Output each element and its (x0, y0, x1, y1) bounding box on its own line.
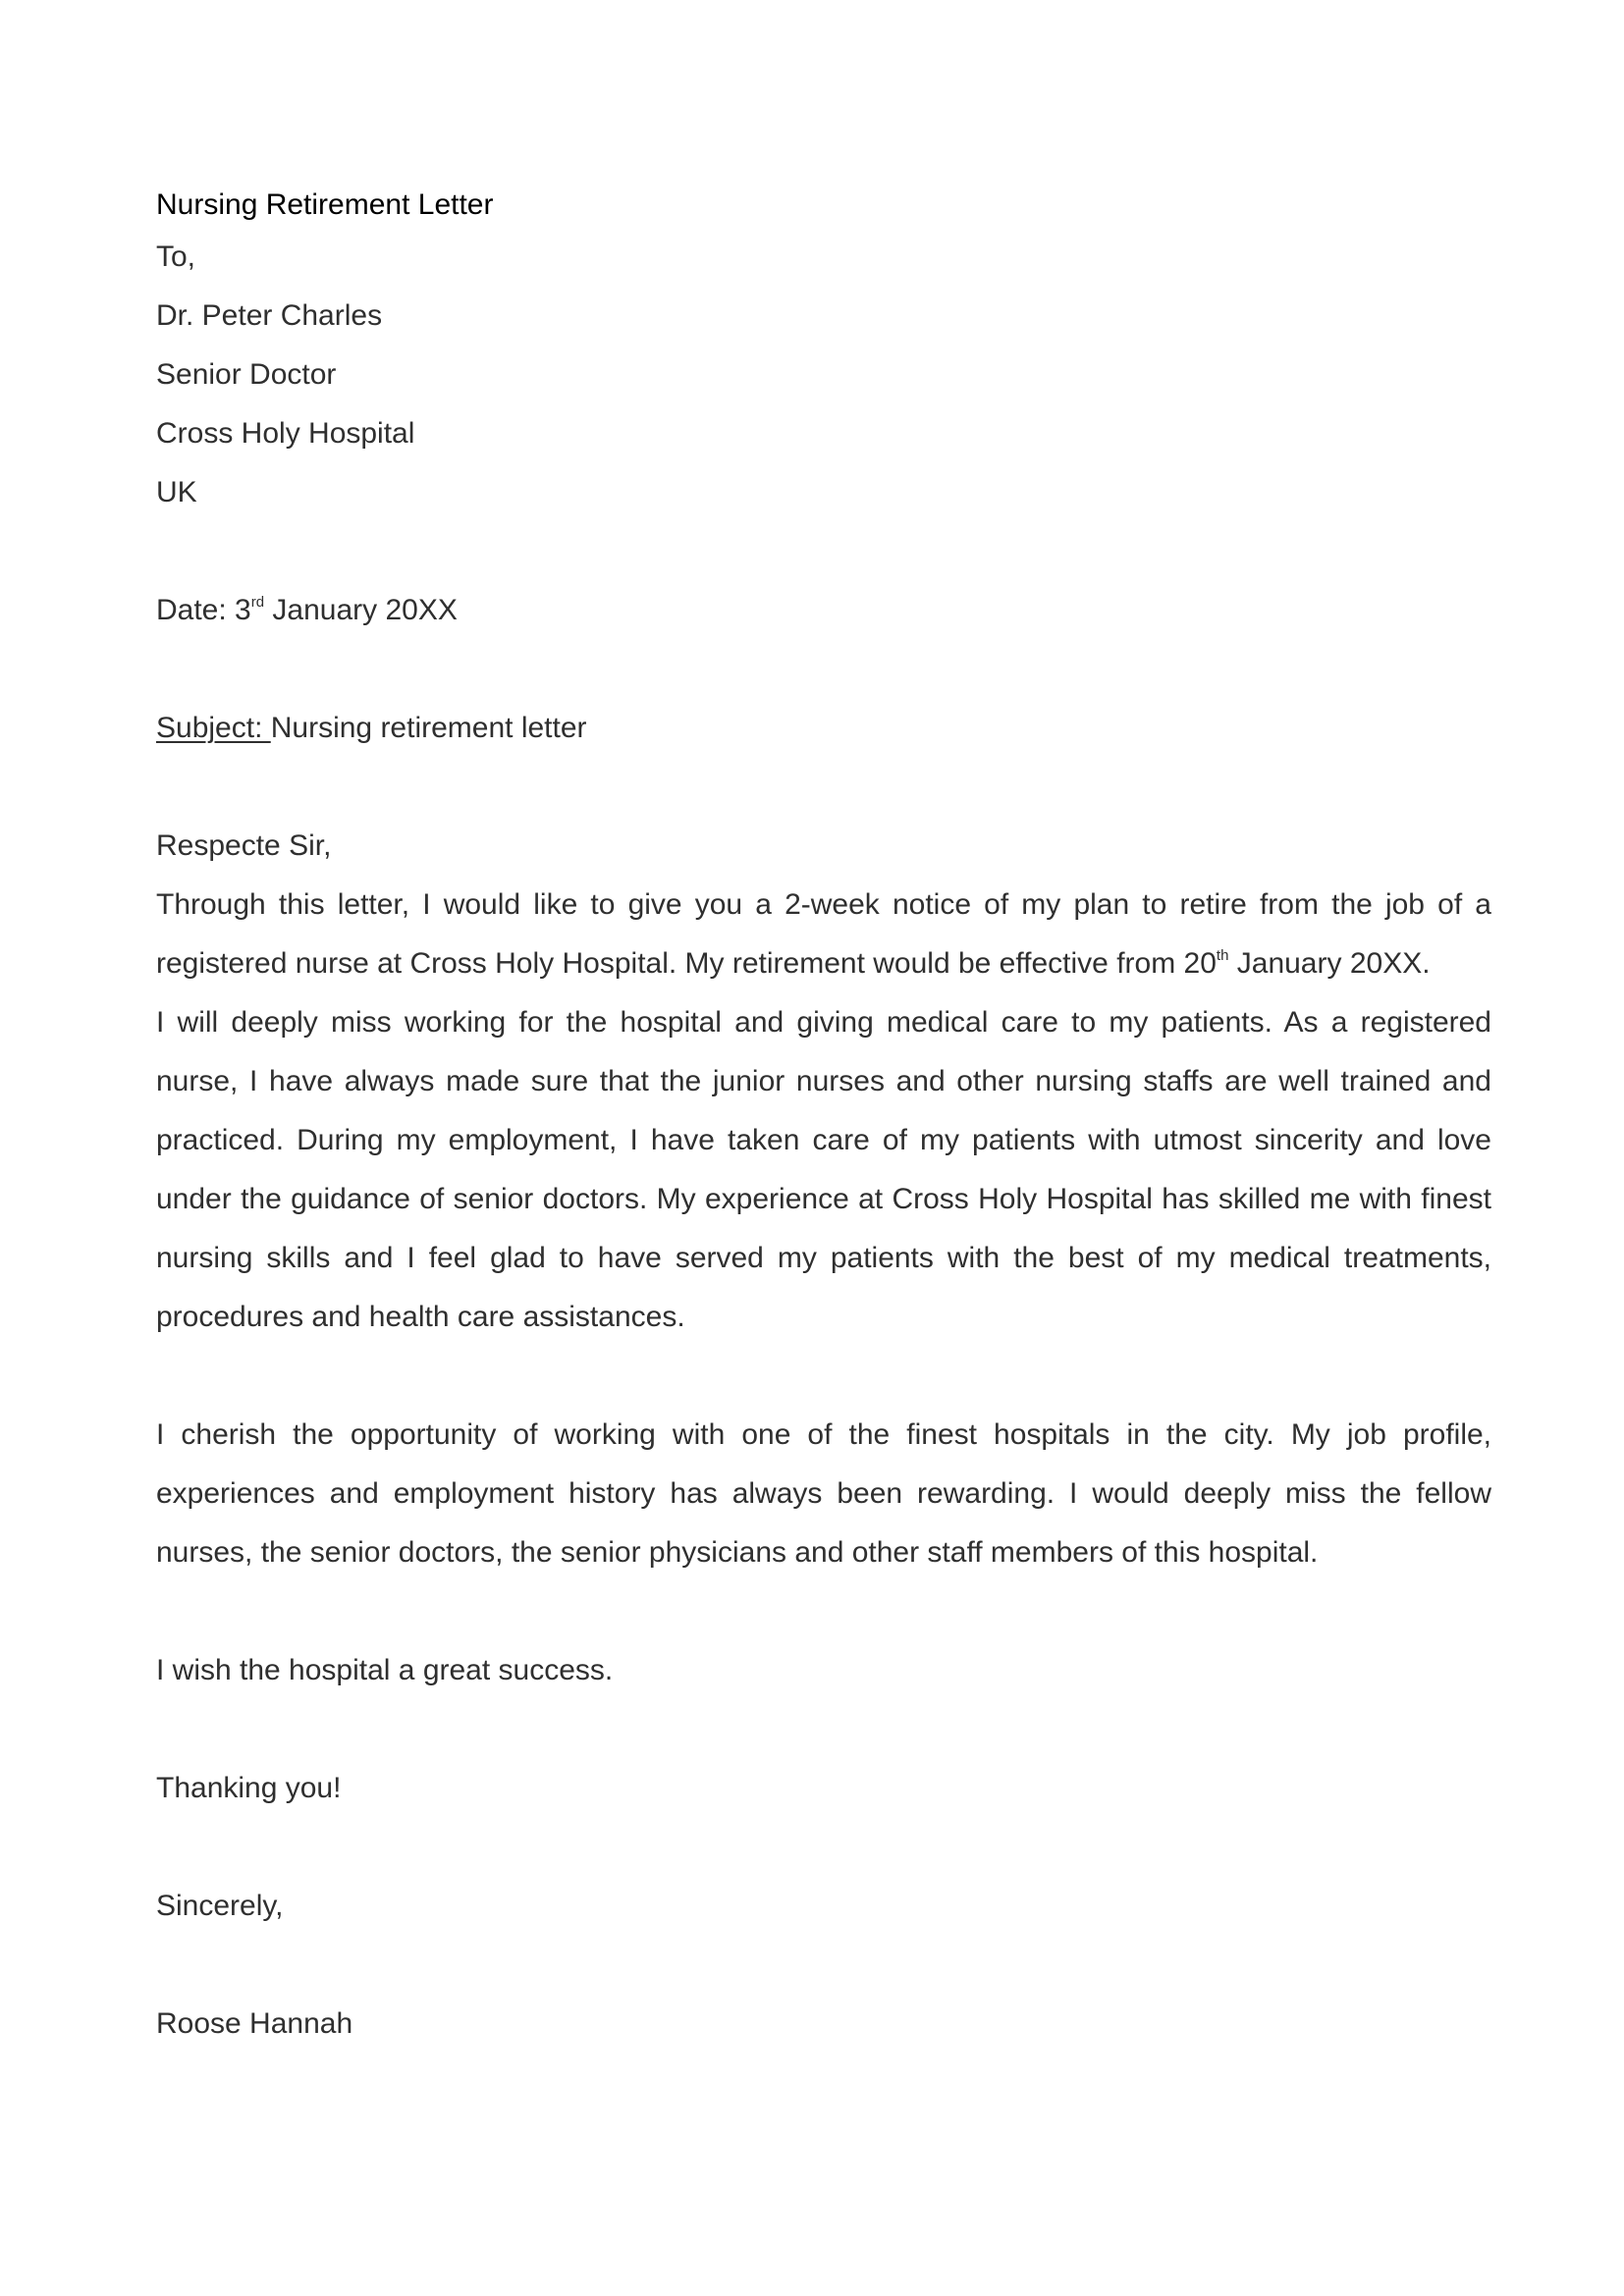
spacer (156, 1347, 1491, 1406)
recipient-country: UK (156, 476, 197, 508)
spacer (156, 758, 1491, 817)
date-prefix: Date: 3 (156, 594, 251, 626)
paragraph-gratitude: I cherish the opportunity of working with one of the finest hospitals in the city. My job profile, experiences and employment history has always been rewarding. I would deeply miss the fellow nurses, the senior doctors, the senior physicians and other staff members of this hospital. (156, 1418, 1491, 1569)
recipient-position: Senior Doctor (156, 358, 337, 391)
letter-subject (156, 699, 1491, 758)
recipient-to: To, (156, 240, 196, 273)
signature-name: Roose Hannah (156, 2007, 353, 2040)
spacer (156, 1700, 1491, 1759)
spacer (156, 640, 1491, 699)
date-ordinal-suffix: rd (250, 594, 265, 611)
paragraph-notice (156, 876, 1491, 993)
letter-title: Nursing Retirement Letter (156, 188, 494, 221)
spacer (156, 1936, 1491, 1995)
recipient-organization: Cross Holy Hospital (156, 417, 415, 450)
spacer (156, 522, 1491, 581)
spacer (156, 1582, 1491, 1641)
wish-line: I wish the hospital a great success. (156, 1654, 614, 1686)
thanks-line: Thanking you! (156, 1772, 342, 1804)
subject-label: Subject: (156, 712, 271, 744)
letter-date (156, 581, 1491, 640)
recipient-name: Dr. Peter Charles (156, 299, 383, 332)
letter-body (156, 183, 1491, 2054)
subject-text: Nursing retirement letter (270, 712, 587, 744)
paragraph-experience: I will deeply miss working for the hospital and giving medical care to my patients. As a registered nurse, I have always made sure that the junior nurses and other nursing staffs are well trained and practiced. During my employment, I have taken care of my patients with utmost sincerity and love under the guidance of senior doctors. My experience at Cross Holy Hospital has skilled me with finest nursing skills and I feel glad to have served my patients with the best of my medical treatments, procedures and health care assistances. (156, 1006, 1491, 1333)
greeting: Respecte Sir, (156, 829, 332, 862)
date-rest: January 20XX (264, 594, 458, 626)
paragraph-notice-part1: Through this letter, I would like to give you a 2-week notice of my plan to retire from the job of a registered nurse at Cross Holy Hospital. My retirement would be effective from 20 (156, 888, 1491, 980)
spacer (156, 1818, 1491, 1877)
paragraph-notice-ordinal-suffix: th (1216, 947, 1229, 964)
paragraph-notice-part2: January 20XX. (1228, 947, 1431, 980)
closing-line: Sincerely, (156, 1890, 284, 1922)
